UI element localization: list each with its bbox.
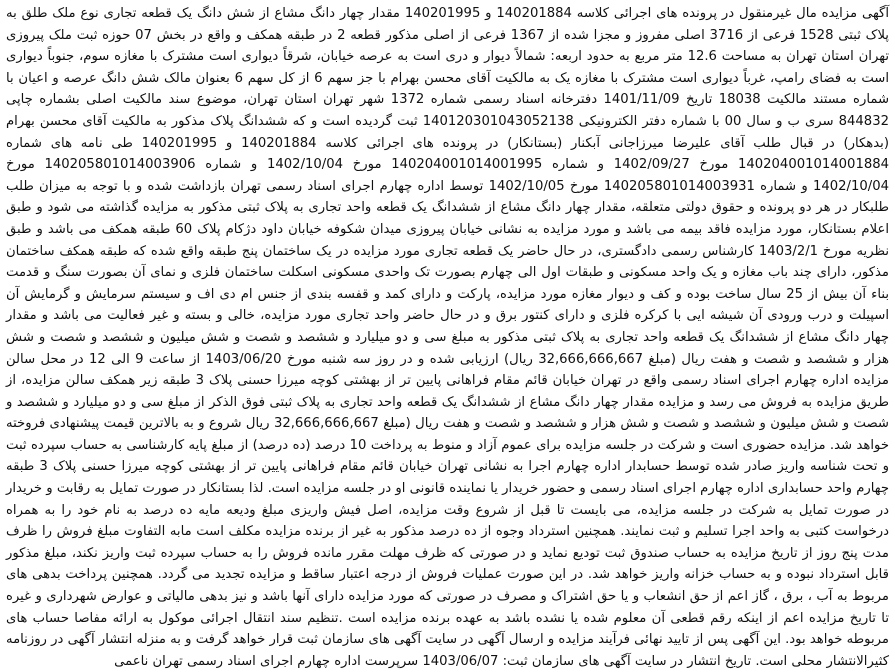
auction-notice-text: آگهی مزایده مال غیرمنقول در پرونده های اجرائی کلاسه 140201884 و 140201995 مقدار چهار دانگ مشاع از شش دانگ یک قطعه تجاری نوع ملک طلق به پلاک ثبتی 1528 فرعی از 3716 اصلی مفروز و مجزا شده از 1367 فرعی از اصلی مذکور قطعه 2 در طبقه همکف و واقع در بخش 07 حوزه ثبت ملک پیروزی تهران استان تهران به مساحت 12.6 متر مربع به حدود اربعه: شمالاً دیوار و دری است به عرصه خیابان، شرقاً دیواری است مشترک با مغازه سوم، جنوباً دیواری است به فضای رامپ، غرباً دیواری است مشترک با مغازه یک به مالکیت آقای محسن بهرام با جز سهم 6 از کل سهم 6 بعنوان مالک شش دانگ عرصه و اعیان با شماره مستند مالکیت 18038 تاریخ 1401/11/09 دفترخانه اسناد رسمی شماره 1372 شهر تهران استان تهران، موضوع سند مالکیت اصلی بشماره چاپی 844832 سری ب و سال 00 با شماره دفتر الکترونیکی 140120301043052138 ثبت گردیده است و که ششدانگ پلاک مذکور به مالکیت آقای محسن بهرام (بدهکار) در قبال طلب آقای علیرضا میرزاجانی آبکنار (بستانکار) در پرونده های اجرائی کلاسه 140201884 و 140201995 طی نامه های شماره 140204001014001884 مورخ 1402/09/27 و شماره 140204001014001995 مورخ 1402/10/04 و شماره 140205801014003906 مورخ 1402/10/04 و شماره 140205801014003931 مورخ 1402/10/05 توسط اداره چهارم اجرای اسناد رسمی تهران بازداشت شده و با توجه به میزان طلب طلبکار در هر دو پرونده و حقوق دولتی متعلقه، مقدار چهار دانگ مشاع از ششدانگ یک قطعه واحد تجاری به پلاک ثبتی مذکور به مزایده گذاشته می شود و طبق اعلام بستانکار، مورد مزایده فاقد بیمه می باشد و مورد مزایده به نشانی خیابان پیروزی میدان شکوفه خیابان داود دژکام پلاک 60 طبقه همکف می باشد و طبق نظریه مورخ 1403/2/1 کارشناس رسمی دادگستری، در حال حاضر یک قطعه تجاری مورد مزایده در یک ساختمان پنج طبقه واقع شده که طبقه همکف ساختمان مذکور، دارای چند باب مغازه و یک واحد مسکونی و طبقات اول الی چهارم بصورت تک واحدی مسکونی اسکلت ساختمان فلزی و نمای آن بصورت سنگ و قدمت بناء آن بیش از 25 سال ساخت بوده و کف و دیوار مغازه مورد مزایده، پارکت و دارای کمد و قفسه بندی از جنس ام دی اف و سیستم سرمایش و گرمایش آن اسپیلت و درب ورودی آن شیشه ایی با کرکره فلزی و دارای کنتور برق و در حال حاضر واحد تجاری مورد مزایده، خالی و بسته و غیر فعالیت می باشد و مقدار چهار دانگ مشاع از ششدانگ یک قطعه واحد تجاری به پلاک ثبتی مذکور به مبلغ سی و دو میلیارد و ششصد و شصت و شش میلیون و ششصد و شصت و شش هزار و ششصد و شصت و هفت ریال (مبلغ 32,666,666,667 ریال) ارزیابی شده و در روز سه شنبه مورخ 1403/06/20 از ساعت 9 الی 12 در محل سالن مزایده اداره چهارم اجرای اسناد رسمی واقع در تهران خیابان قائم مقام فراهانی پایین تر از بهشتی کوچه میرزا حسنی پلاک 3 طبقه زیر همکف سالن مزایده، از طریق مزایده به فروش می رسد و مزایده مقدار چهار دانگ مشاع از ششدانگ یک قطعه واحد تجاری به پلاک ثبتی فوق الذکر از مبلغ سی و دو میلیارد و ششصد و شصت و شش میلیون و ششصد و شصت و شش هزار و ششصد و شصت و هفت ریال (مبلغ 32,666,666,667 ریال شروع و به بالاترین قیمت پیشنهادی فروخته خواهد شد. مزایده حضوری است و شرکت در جلسه مزایده برای عموم آزاد و منوط به پرداخت 10 درصد (ده درصد) از مبلغ پایه کارشناسی به حساب سپرده ثبت و تحت شناسه واریز صادر شده توسط حسابدار اداره چهارم اجرا به نشانی تهران خیابان قائم مقام فراهانی پایین تر از بهشتی کوچه میرزا حسنی پلاک 3 طبقه چهارم واحد حسابداری اداره چهارم اجرای اسناد رسمی و حضور خریدار یا نماینده قانونی او در جلسه مزایده است. لذا بستانکار در صورت تمایل به رقابت و خریدار در صورت تمایل به شرکت در جلسه مزایده، می بایست تا قبل از شروع وقت مزایده، اصل فیش واریزی مبلغ ودیعه مایه ده درصد به نام خود را به همراه درخواست کتبی به واحد اجرا تسلیم و ثبت نمایند. همچنین استرداد وجوه از ده درصد مذکور به غیر از برنده مزایده مکلف است مابه التفاوت مبلغ فروش را ظرف مدت پنج روز از تاریخ مزایده به حساب صندوق ثبت تودیع نماید و در صورتی که ظرف مهلت مقرر مانده فروش را به حساب سپرده ثبت واریز نکند، مبلغ مذکور قابل استرداد نبوده و به حساب خزانه واریز خواهد شد. در این صورت عملیات فروش از درجه اعتبار ساقط و مزایده تجدید می گردد. همچنین پرداخت بدهی های مربوط به آب ، برق ، گاز اعم از حق انشعاب و یا حق اشتراک و مصرف در صورتی که مورد مزایده دارای آنها باشد و نیز بدهی مالیاتی و عوارض شهرداری و غیره تا تاریخ مزایده اعم از اینکه رقم قطعی آن معلوم شده یا نشده باشد به عهده برنده مزایده است .تنظیم سند انتقال اجرائی موکول به ارائه مفاصا حساب های مربوطه خواهد بود. این آگهی پس از تایید نهائی فرآیند مزایده و ارسال آگهی در سایت آگهی های سازمان ثبت قرار خواهد گرفت و به منزله انتشار آگهی در روزنامه کثیرالانتشار محلی است. تاریخ انتشار در سایت آگهی های سازمان ثبت: 1403/06/07 سرپرست اداره چهارم اجرای اسناد رسمی تهران ناعمی [6, 6, 890, 669]
